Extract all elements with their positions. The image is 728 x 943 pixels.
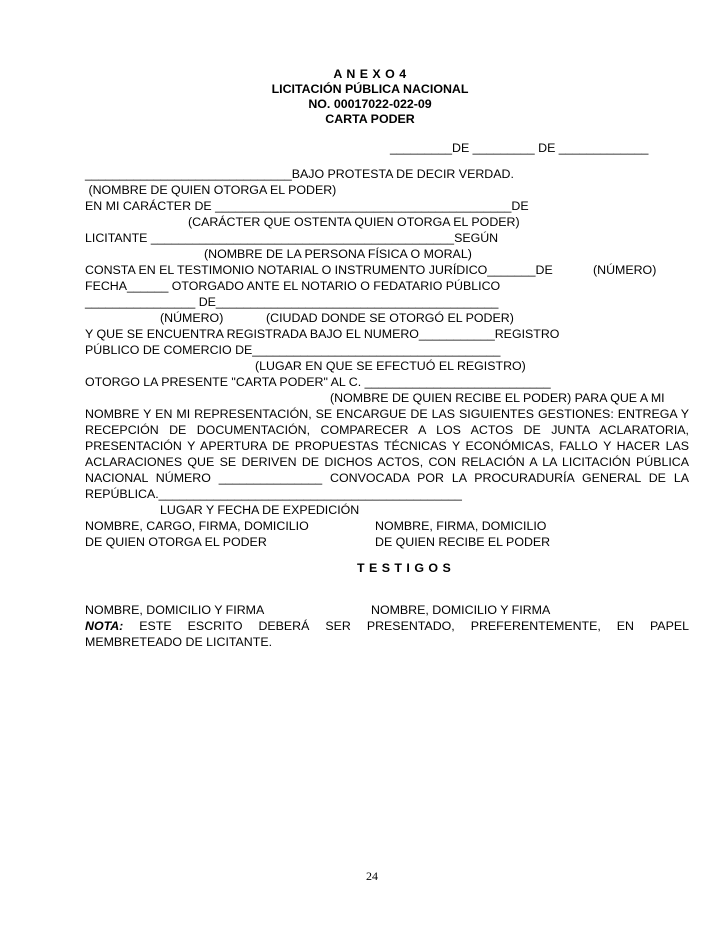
body-line: ________________ DE_________________________________________	[85, 295, 499, 309]
tender-heading: LICITACIÓN PÚBLICA NACIONAL	[271, 82, 469, 96]
note-label: NOTA:	[85, 619, 124, 633]
body-line: CONSTA EN EL TESTIMONIO NOTARIAL O INSTRUMENTO JURÍDICO_______DE	[85, 263, 553, 277]
page-number: 24	[366, 869, 378, 883]
tender-number: NO. 00017022-022-09	[308, 97, 432, 111]
body-line: EN MI CARÁCTER DE ___________________________________________DE	[85, 199, 529, 213]
body-line: (LUGAR EN QUE SE EFECTUÓ EL REGISTRO)	[255, 359, 526, 373]
body-line: (NOMBRE DE QUIEN RECIBE EL PODER) PARA QUE A MI	[330, 391, 665, 405]
body-line: LICITANTE ____________________________________________SEGÚN	[85, 231, 499, 245]
body-line: FECHA______ OTORGADO ANTE EL NOTARIO O FEDATARIO PÚBLICO	[85, 279, 501, 293]
grantor-signature-label: NOMBRE, CARGO, FIRMA, DOMICILIO	[85, 519, 309, 533]
body-line: (NOMBRE DE LA PERSONA FÍSICA O MORAL)	[204, 247, 472, 261]
witness-right-label: NOMBRE, DOMICILIO Y FIRMA	[371, 603, 551, 617]
recipient-signature-label: NOMBRE, FIRMA, DOMICILIO	[375, 519, 547, 533]
document-title: CARTA PODER	[325, 112, 415, 126]
annex-heading: A N E X O 4	[333, 67, 407, 81]
witnesses-heading: T E S T I G O S	[357, 561, 452, 575]
body-line: OTORGO LA PRESENTE "CARTA PODER" AL C. ___________________________	[85, 375, 551, 389]
body-line: PÚBLICO DE COMERCIO DE____________________________________	[85, 343, 501, 357]
note-text: ESTE ESCRITO DEBERÁ SER PRESENTADO, PREFERENTEMENTE, EN PAPEL	[123, 619, 689, 633]
recipient-signature-sub: DE QUIEN RECIBE EL PODER	[375, 535, 551, 549]
body-line: REPÚBLICA.____________________________________________	[85, 487, 462, 501]
body-line: (CARÁCTER QUE OSTENTA QUIEN OTORGA EL PODER)	[188, 215, 520, 229]
body-line: (NOMBRE DE QUIEN OTORGA EL PODER)	[85, 183, 337, 197]
body-line: (NÚMERO)	[593, 263, 657, 277]
body-line: Y QUE SE ENCUENTRA REGISTRADA BAJO EL NUMERO___________REGISTRO	[85, 327, 560, 341]
date-line: _________DE _________ DE _____________	[390, 141, 649, 155]
note-line-2: MEMBRETEADO DE LICITANTE.	[85, 635, 273, 649]
body-line: (CIUDAD DONDE SE OTORGÓ EL PODER)	[266, 311, 514, 325]
body-line: ACLARACIONES QUE SE DERIVEN DE DICHOS ACTOS, CON RELACIÓN A LA LICITACIÓN PÚBLICA	[85, 455, 689, 469]
body-line: (NÚMERO)	[160, 311, 224, 325]
body-line: NACIONAL NÚMERO _______________ CONVOCADA POR LA PROCURADURÍA GENERAL DE LA	[85, 471, 689, 485]
body-line: RECEPCIÓN DE DOCUMENTACIÓN, COMPARECER A LOS ACTOS DE JUNTA ACLARATORIA,	[85, 423, 689, 437]
body-line: PRESENTACIÓN Y APERTURA DE PROPUESTAS TÉCNICAS Y ECONÓMICAS, FALLO Y HACER LAS	[85, 439, 689, 453]
note-line	[85, 618, 689, 634]
body-line: NOMBRE Y EN MI REPRESENTACIÓN, SE ENCARGUE DE LAS SIGUIENTES GESTIONES: ENTREGA Y	[85, 407, 689, 421]
grantor-signature-sub: DE QUIEN OTORGA EL PODER	[85, 535, 267, 549]
body-line: ______________________________BAJO PROTESTA DE DECIR VERDAD.	[85, 167, 514, 181]
body-line: LUGAR Y FECHA DE EXPEDICIÓN	[160, 503, 360, 517]
witness-left-label: NOMBRE, DOMICILIO Y FIRMA	[85, 603, 265, 617]
